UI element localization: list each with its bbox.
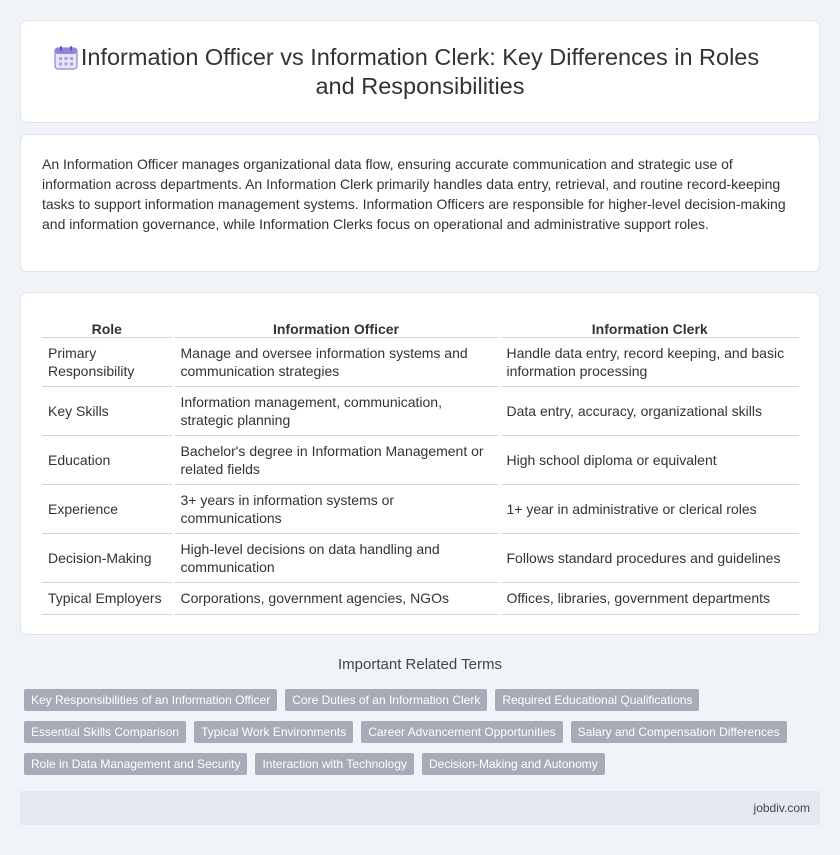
table-row: [42, 582, 799, 614]
officer-cell: Corporations, government agencies, NGOs: [173, 582, 499, 614]
related-terms-list: [24, 689, 824, 775]
column-header-role: Role: [42, 315, 173, 337]
related-term-tag[interactable]: Essential Skills Comparison: [24, 721, 186, 743]
row-label: Education: [42, 435, 173, 484]
row-label: Decision-Making: [42, 533, 173, 582]
intro-card: [20, 134, 820, 272]
table-row: [42, 386, 799, 435]
intro-paragraph: An Information Officer manages organizational data flow, ensuring accurate communication and strategic use of information across departments. An Information Clerk primarily handles data entry, retrieval, and routine record-keeping tasks to support information management systems. Information Officers are responsible for higher-level decision-making and information governance, while Information Clerks focus on operational and administrative support roles.: [42, 156, 786, 232]
related-term-tag[interactable]: Salary and Compensation Differences: [571, 721, 787, 743]
footer: [20, 791, 820, 825]
column-header-officer: Information Officer: [173, 315, 499, 337]
page-title: [21, 43, 819, 101]
footer-site-link[interactable]: jobdiv.com: [753, 801, 810, 815]
page-title-line-2: and Responsibilities: [315, 73, 525, 99]
page-title-line-1: Information Officer vs Information Clerk: Key Differences in Roles: [80, 44, 760, 70]
comparison-table-card: [20, 292, 820, 635]
clerk-cell: Handle data entry, record keeping, and basic information processing: [499, 337, 799, 386]
related-term-tag[interactable]: Interaction with Technology: [255, 753, 414, 775]
comparison-table: [42, 315, 799, 615]
column-header-clerk: Information Clerk: [499, 315, 799, 337]
table-header-row: [42, 315, 799, 337]
row-label: Primary Responsibility: [42, 337, 173, 386]
related-term-tag[interactable]: Required Educational Qualifications: [495, 689, 699, 711]
clerk-cell: Data entry, accuracy, organizational skills: [499, 386, 799, 435]
officer-cell: Information management, communication, strategic planning: [173, 386, 499, 435]
clerk-cell: 1+ year in administrative or clerical roles: [499, 484, 799, 533]
officer-cell: 3+ years in information systems or communications: [173, 484, 499, 533]
officer-cell: Manage and oversee information systems and communication strategies: [173, 337, 499, 386]
clerk-cell: High school diploma or equivalent: [499, 435, 799, 484]
related-term-tag[interactable]: Decision-Making and Autonomy: [422, 753, 605, 775]
row-label: Key Skills: [42, 386, 173, 435]
clerk-cell: Follows standard procedures and guidelines: [499, 533, 799, 582]
clerk-cell: Offices, libraries, government departments: [499, 582, 799, 614]
related-term-tag[interactable]: Role in Data Management and Security: [24, 753, 247, 775]
row-label: Typical Employers: [42, 582, 173, 614]
related-term-tag[interactable]: Career Advancement Opportunities: [361, 721, 562, 743]
officer-cell: Bachelor's degree in Information Management or related fields: [173, 435, 499, 484]
officer-cell: High-level decisions on data handling and communication: [173, 533, 499, 582]
header-card: [20, 20, 820, 123]
table-row: [42, 533, 799, 582]
related-term-tag[interactable]: Typical Work Environments: [194, 721, 353, 743]
table-row: [42, 484, 799, 533]
row-label: Experience: [42, 484, 173, 533]
table-row: [42, 435, 799, 484]
table-row: [42, 337, 799, 386]
related-term-tag[interactable]: Core Duties of an Information Clerk: [285, 689, 487, 711]
related-terms-heading: Important Related Terms: [338, 656, 502, 673]
related-term-tag[interactable]: Key Responsibilities of an Information Officer: [24, 689, 277, 711]
